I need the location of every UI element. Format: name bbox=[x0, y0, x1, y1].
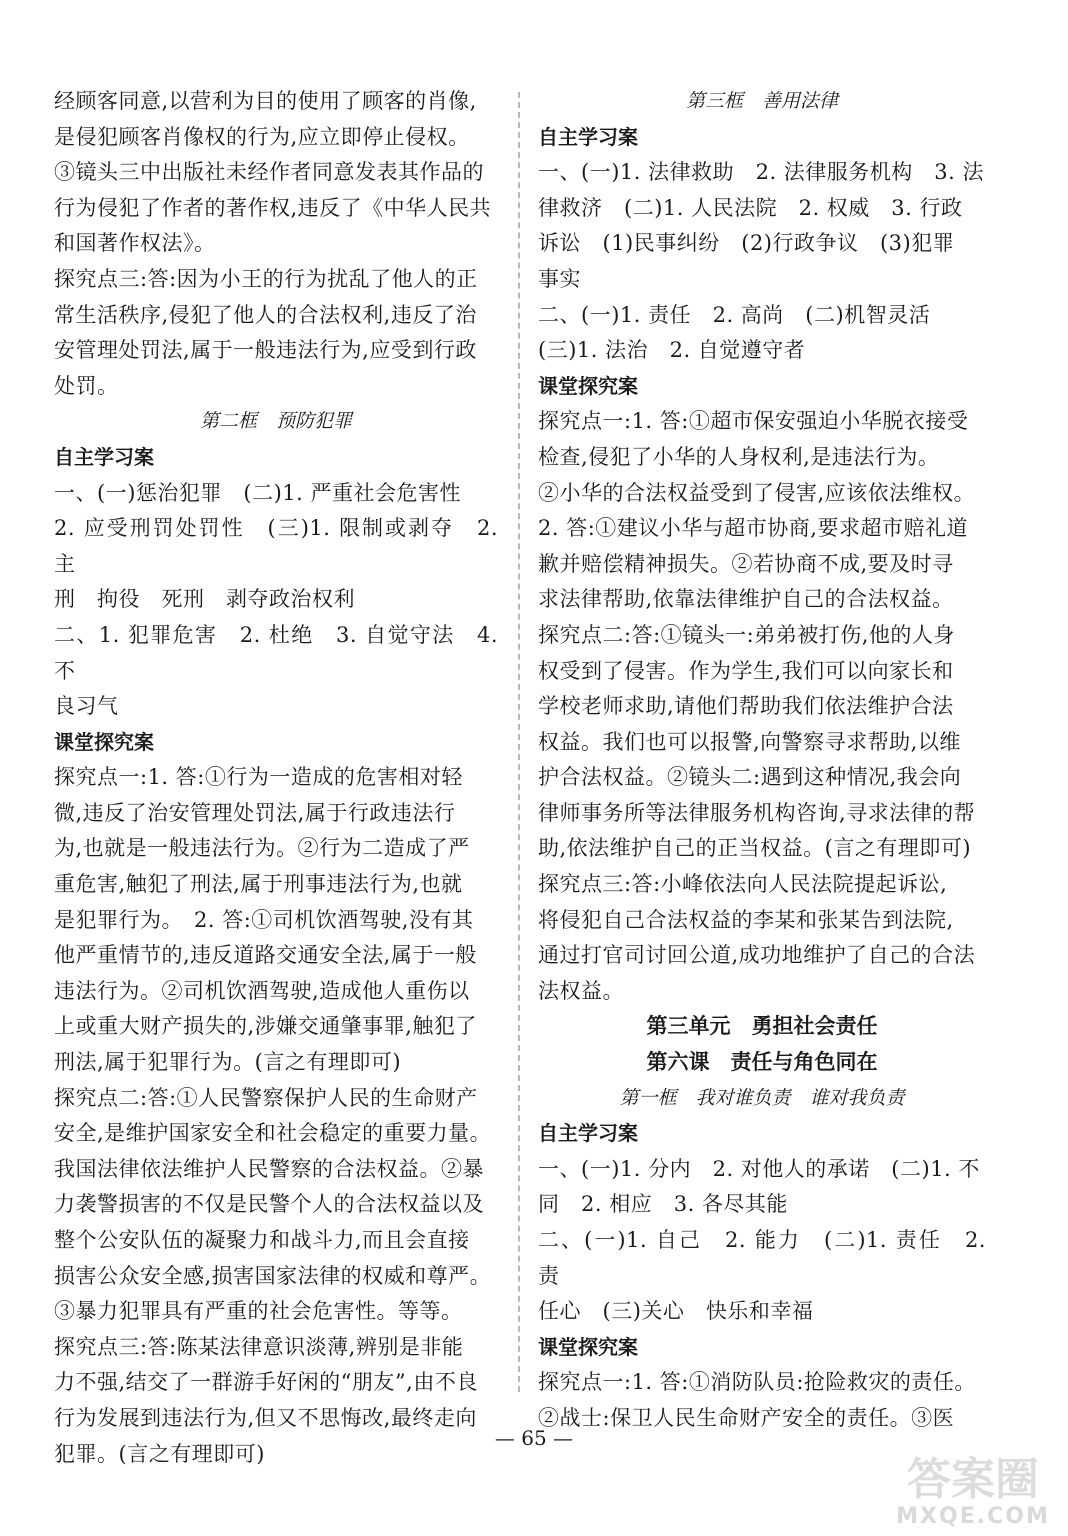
text-line: 是侵犯顾客肖像权的行为,应立即停止侵权。 bbox=[54, 124, 470, 149]
text-line: 探究点一:1. 答:①消防队员:抢险救灾的责任。 bbox=[538, 1370, 976, 1395]
text-line: 律救济 (二)1. 人民法院 2. 权威 3. 行政 bbox=[538, 195, 963, 220]
text-line: 护合法权益。②镜头二:遇到这种情况,我会向 bbox=[538, 765, 962, 790]
text-line: 和国著作权法》。 bbox=[54, 231, 216, 256]
text-line: 求法律帮助,依靠法律维护自己的合法权益。 bbox=[538, 587, 954, 612]
subsection-heading: 课堂探究案 bbox=[538, 1334, 638, 1359]
text-line: 探究点三:答:陈某法律意识淡薄,辨别是非能 bbox=[54, 1334, 464, 1359]
text-line: 力袭警损害的不仅是民警个人的合法权益以及 bbox=[54, 1192, 484, 1217]
section-heading: 第二框 预防犯罪 bbox=[199, 410, 352, 433]
section-heading: 第三框 善用法律 bbox=[685, 90, 838, 112]
text-line: 损害公众安全感,损害国家法律的权威和尊严。 bbox=[54, 1263, 492, 1288]
text-line: 重危害,触犯了刑法,属于刑事违法行为,也就 bbox=[54, 872, 463, 897]
text-line: 探究点一:1. 答:①行为一造成的危害相对轻 bbox=[54, 765, 463, 790]
subsection-heading: 课堂探究案 bbox=[538, 373, 638, 398]
text-line: 整个公安队伍的凝聚力和战斗力,而且会直接 bbox=[54, 1228, 470, 1252]
text-line: 我国法律依法维护人民警察的合法权益。②暴 bbox=[54, 1156, 484, 1181]
text-line: 学校老师求助,请他们帮助我们依法维护合法 bbox=[538, 694, 954, 719]
right-column bbox=[538, 84, 986, 1437]
subsection-heading: 自主学习案 bbox=[538, 124, 638, 149]
text-line: 2. 答:①建议小华与超市协商,要求超市赔礼道 bbox=[538, 516, 968, 541]
section-heading: 第一框 我对谁负责 谁对我负责 bbox=[619, 1086, 905, 1109]
text-line: 权益。我们也可以报警,向警察寻求帮助,以维 bbox=[538, 729, 961, 754]
text-line: 经顾客同意,以营利为目的使用了顾客的肖像, bbox=[54, 89, 477, 113]
text-line: 诉讼 (1)民事纠纷 (2)行政争议 (3)犯罪 bbox=[538, 231, 955, 256]
text-line: 探究点三:答:小峰依法向人民法院提起诉讼, bbox=[538, 872, 948, 897]
text-line: 良习气 bbox=[54, 694, 119, 719]
text-line: 违法行为。②司机饮酒驾驶,造成他人重伤以 bbox=[54, 978, 470, 1003]
text-line: ②战士:保卫人民生命财产安全的责任。③医 bbox=[538, 1405, 955, 1430]
watermark-logo-icon bbox=[888, 1450, 1058, 1506]
text-line: 探究点二:答:①镜头一:弟弟被打伤,他的人身 bbox=[538, 622, 955, 647]
text-line: 探究点二:答:①人民警察保护人民的生命财产 bbox=[54, 1085, 478, 1110]
subsection-heading: 自主学习案 bbox=[54, 444, 154, 469]
text-line: 安全,是维护国家安全和社会稳定的重要力量。 bbox=[54, 1121, 492, 1146]
text-line: 助,依法维护自己的正当权益。(言之有理即可) bbox=[538, 836, 972, 861]
text-line: 通过打官司讨回公道,成功地维护了自己的合法 bbox=[538, 943, 976, 968]
text-line: 探究点一:1. 答:①超市保安强迫小华脱衣接受 bbox=[538, 409, 969, 434]
text-line: 行为侵犯了作者的著作权,违反了《中华人民共 bbox=[54, 195, 492, 220]
unit-heading: 第三单元 勇担社会责任 bbox=[646, 1014, 878, 1039]
unit-heading: 第六课 责任与角色同在 bbox=[646, 1050, 878, 1075]
text-line: 歉并赔偿精神损失。②若协商不成,要及时寻 bbox=[538, 551, 954, 576]
text-line: 二、1. 犯罪危害 2. 杜绝 3. 自觉守法 4. 不 bbox=[54, 622, 498, 683]
subsection-heading: 课堂探究案 bbox=[54, 729, 154, 754]
text-line: 二、(一)1. 责任 2. 高尚 (二)机智灵活 bbox=[538, 302, 931, 327]
text-line: 上或重大财产损失的,涉嫌交通肇事罪,触犯了 bbox=[54, 1014, 477, 1039]
text-line: 常生活秩序,侵犯了他人的合法权利,违反了治 bbox=[54, 302, 477, 327]
text-line: 行为发展到违法行为,但又不思悔改,最终走向 bbox=[54, 1405, 477, 1430]
text-line: 一、(一)惩治犯罪 (二)1. 严重社会危害性 bbox=[54, 480, 461, 505]
text-line: 为,也就是一般违法行为。②行为二造成了严 bbox=[54, 836, 470, 861]
text-line: 犯罪。(言之有理即可) bbox=[54, 1441, 265, 1466]
text-line: 事实 bbox=[538, 266, 581, 291]
text-line: 检查,侵犯了小华的人身权利,是违法行为。 bbox=[538, 444, 940, 469]
page-number: — 65 — bbox=[494, 1426, 574, 1450]
text-line: 微,违反了治安管理处罚法,属于行政违法行 bbox=[54, 800, 456, 825]
text-line: 探究点三:答:因为小王的行为扰乱了他人的正 bbox=[54, 266, 478, 291]
text-line: 他严重情节的,违反道路交通安全法,属于一般 bbox=[54, 943, 477, 968]
text-line: 处罚。 bbox=[54, 373, 119, 398]
svg-text:答案圈: 答案圈 bbox=[907, 1454, 1039, 1505]
column-divider bbox=[518, 92, 520, 1392]
text-line: 力不强,结交了一群游手好闲的“朋友”,由不良 bbox=[54, 1370, 478, 1395]
text-line: ③暴力犯罪具有严重的社会危害性。等等。 bbox=[54, 1299, 463, 1324]
text-line: 是犯罪行为。 2. 答:①司机饮酒驾驶,没有其 bbox=[54, 907, 474, 932]
text-line: 权受到了侵害。作为学生,我们可以向家长和 bbox=[538, 658, 954, 683]
text-line: 刑 拘役 死刑 剥夺政治权利 bbox=[54, 587, 355, 612]
text-line: 2. 应受刑罚处罚性 (三)1. 限制或剥夺 2. 主 bbox=[54, 516, 498, 576]
left-column bbox=[54, 84, 498, 1472]
subsection-heading: 自主学习案 bbox=[538, 1121, 638, 1146]
text-line: (三)1. 法治 2. 自觉遵守者 bbox=[538, 338, 806, 363]
watermark-url: MXQE.COM bbox=[896, 1504, 1050, 1529]
text-line: 任心 (三)关心 快乐和幸福 bbox=[538, 1299, 814, 1324]
text-line: 刑法,属于犯罪行为。(言之有理即可) bbox=[54, 1050, 402, 1075]
text-line: 将侵犯自己合法权益的李某和张某告到法院, bbox=[538, 907, 954, 932]
watermark-logo bbox=[888, 1450, 1058, 1530]
text-line: 一、(一)1. 法律救助 2. 法律服务机构 3. 法 bbox=[538, 160, 985, 185]
text-line: 二、(一)1. 自己 2. 能力 (二)1. 责任 2. 责 bbox=[538, 1228, 986, 1288]
text-line: 法权益。 bbox=[538, 978, 624, 1003]
text-line: 同 2. 相应 3. 各尽其能 bbox=[538, 1192, 788, 1217]
text-line: ②小华的合法权益受到了侵害,应该依法维权。 bbox=[538, 480, 976, 505]
text-line: 律师事务所等法律服务机构咨询,寻求法律的帮 bbox=[538, 800, 976, 825]
text-line: 安管理处罚法,属于一般违法行为,应受到行政 bbox=[54, 338, 477, 363]
text-line: ③镜头三中出版社未经作者同意发表其作品的 bbox=[54, 160, 484, 185]
text-line: 一、(一)1. 分内 2. 对他人的承诺 (二)1. 不 bbox=[538, 1156, 980, 1181]
